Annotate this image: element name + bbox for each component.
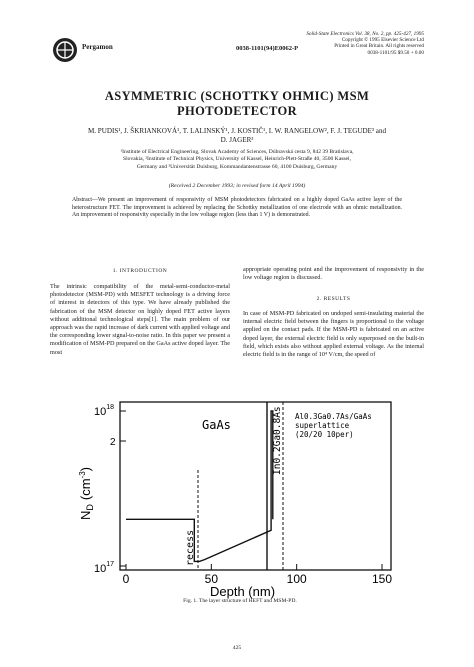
label-ingaas: In0.2Ga0.8As [272, 406, 283, 475]
x-tick-label: 0 [122, 572, 130, 586]
intro-heading: 1. INTRODUCTION [112, 268, 168, 274]
journal-info-line: 0038-1101/95 $9.50 + 0.00 [367, 49, 424, 56]
x-tick-label: 50 [204, 572, 219, 586]
x-ticks [126, 564, 382, 570]
affiliation-line: Germany and ³Universität Duisburg, Kommandantenstrasse 60, 4100 Duisburg, Germany [136, 163, 338, 170]
label-recess: recess [185, 529, 196, 566]
x-tick-label: 150 [371, 572, 393, 586]
label-superlattice-line: superlattice [295, 421, 350, 430]
label-gaas: GaAs [202, 418, 231, 432]
issn-line: 0038-1101(94)E0062-P [236, 45, 299, 52]
y-axis-label: $N_D(cm^{-3})$ [78, 466, 95, 520]
label-superlattice-line: Al0.3Ga0.7As/GaAs [295, 412, 372, 421]
results-heading: 2. RESULTS [316, 296, 351, 302]
intro-text: The intrinsic compatibility of the metal-semi-conductor-metal photodetector (MSM-PD) with MESFET technology is a driving force of interest in detectors of this type. We have already published the fabrication of the MSM detector on highly doped FET active layers without additional technological steps[1]. The main problem of our approach was the rapid increase of dark current with applied voltage and the corresponding lower signal-to-noise ratio. In this paper we present a modification of MSM-PD prepared on the GaAs active doped layer. The most [50, 283, 230, 356]
results-text: In case of MSM-PD fabricated on undoped semi-insulating material the internal electric field between the fingers is proportional to the voltage applied on the contact pads. If the MSM-PD is fabricated on an active doped layer, the external electric field is only superposed on the built-in field, which exists also without applied external voltage. As the internal electric field is in the range of 10⁴ V/cm, the speed of [243, 310, 424, 359]
title-line: PHOTODETECTOR [176, 104, 298, 118]
plot-frame [120, 402, 391, 570]
title-line: ASYMMETRIC (SCHOTTKY OHMIC) MSM [104, 89, 370, 103]
authors-line: D. JAGER³ [220, 136, 254, 144]
journal-info-line: Copyright © 1995 Elsevier Science Ltd [341, 37, 424, 44]
doping-profile-series [126, 411, 273, 561]
page-number: 425 [232, 645, 242, 651]
abstract: Abstract—We present an improvement of responsivity of MSM photodetectors fabricated on a highly doped GaAs active layer of the heterostructure FET. The improvement is achieved by replacing the Schottky metallization of one electrode with an ohmic metallization. An improvement of responsivity especially in the low voltage region (less than 1 V) is demonstrated. [72, 197, 402, 219]
y-tick-label-top: $10^{18}$ [94, 404, 115, 418]
y-tick-label-mid: 2 [110, 437, 116, 448]
x-axis-label: Depth (nm) [210, 584, 276, 599]
x-tick-label: 100 [286, 572, 307, 586]
received-dates: (Received 2 December 1993; in revised form 14 April 1994) [168, 183, 306, 189]
journal-info-line: Printed in Great Britain. All rights reserved [334, 43, 424, 50]
journal-info-line: Solid-State Electronics Vol. 38, No. 2, pp. 425-427, 1995 [306, 31, 424, 37]
figure-caption: Fig. 1. The layer structure of HEFT and MSM-PD. [183, 598, 297, 604]
right-column-top: appropriate operating point and the improvement of responsivity in the low voltage region is discussed. [243, 266, 424, 282]
authors-line: M. PUDIS¹, J. ŠKRIANKOVÁ¹, T. LALINSKÝ¹, J. KOSTIČ¹, I. W. RANGELOW², F. J. TEGUDE³ and [87, 127, 387, 135]
label-superlattice-line: (20/20 10per) [295, 430, 354, 439]
affiliation-line: ¹Institute of Electrical Engineering, Slovak Academy of Sciences, Dúbravská cesta 9, 842 39 Bratislava, [120, 149, 354, 155]
publisher-name: Pergamon [82, 43, 113, 51]
affiliation-line: Slovakia, ²Institute of Technical Physics, University of Kassel, Heinrich-Plett-Straße 40, 3500 Kassel, [123, 156, 351, 163]
y-tick-label-bottom: $10^{17}$ [94, 561, 115, 575]
